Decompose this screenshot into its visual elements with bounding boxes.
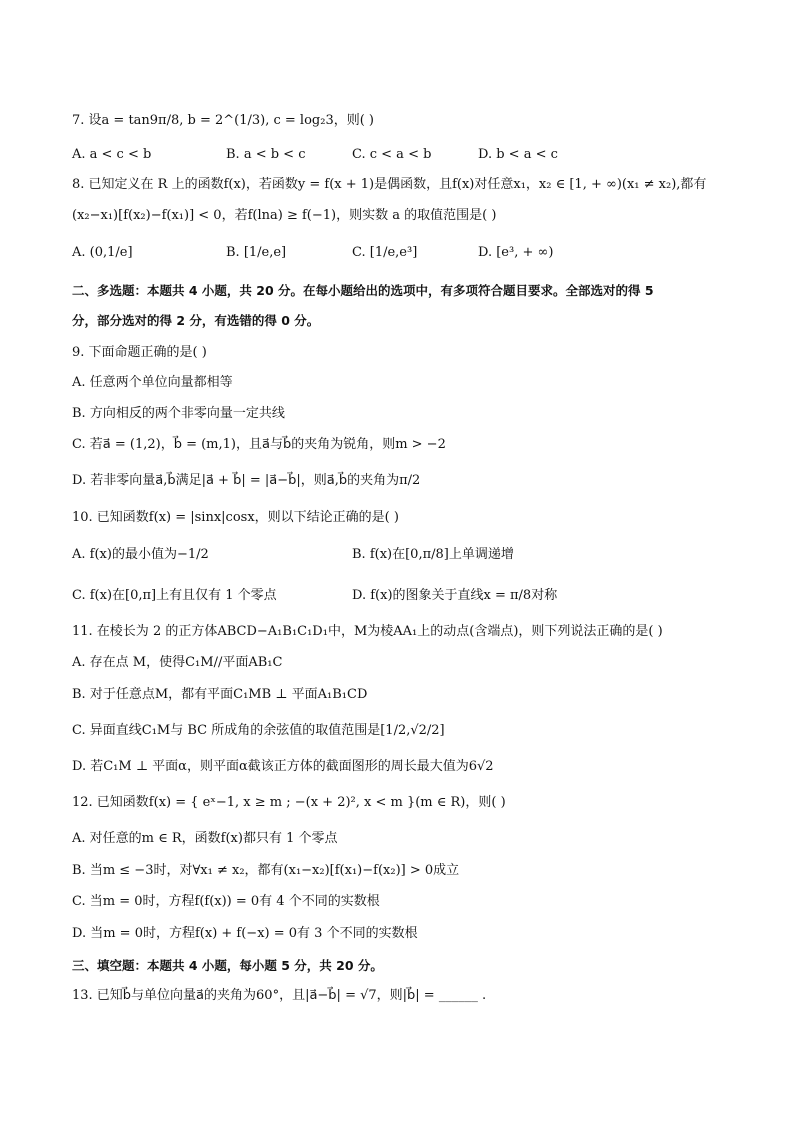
q13-stem: 13. 已知b⃗与单位向量a⃗的夹角为60°，且|a⃗−b⃗| = √7，则|b⃗| = ______ .	[72, 988, 487, 1003]
q7-stem: 7. 设a = tan9π/8, b = 2^(1/3), c = log₂3，则( )	[72, 113, 374, 128]
q11-option-c: C. 异面直线C₁M与 BC 所成角的余弦值的取值范围是[1/2,√2/2]	[72, 723, 445, 738]
q12-stem: 12. 已知函数f(x) = { eˣ−1, x ≥ m ; −(x + 2)², x < m }(m ∈ R)，则( )	[72, 795, 506, 810]
q8-option-d: D. [e³, + ∞)	[478, 245, 554, 260]
section3-header: 三、填空题：本题共 4 小题，每小题 5 分，共 20 分。	[72, 958, 383, 973]
q9-stem: 9. 下面命题正确的是( )	[72, 345, 207, 360]
q8-option-a: A. (0,1/e]	[72, 245, 133, 260]
q11-option-b: B. 对于任意点M，都有平面C₁MB ⊥ 平面A₁B₁CD	[72, 687, 368, 702]
q9-option-a: A. 任意两个单位向量都相等	[72, 375, 233, 390]
q7-option-d: D. b < a < c	[478, 147, 558, 162]
q7-option-a: A. a < c < b	[72, 147, 152, 162]
q12-option-d: D. 当m = 0时，方程f(x) + f(−x) = 0有 3 个不同的实数根	[72, 926, 418, 941]
q7-option-b: B. a < b < c	[226, 147, 306, 162]
q10-option-c: C. f(x)在[0,π]上有且仅有 1 个零点	[72, 588, 277, 603]
q8-stem-line2: (x₂−x₁)[f(x₂)−f(x₁)] < 0，若f(lna) ≥ f(−1)，则实数 a 的取值范围是( )	[72, 208, 497, 223]
q11-option-d: D. 若C₁M ⊥ 平面α，则平面α截该正方体的截面图形的周长最大值为6√2	[72, 759, 494, 774]
q8-stem-line1: 8. 已知定义在 R 上的函数f(x)，若函数y = f(x + 1)是偶函数，且f(x)对任意x₁，x₂ ∈ [1, + ∞)(x₁ ≠ x₂),都有	[72, 177, 707, 192]
q11-option-a: A. 存在点 M，使得C₁M//平面AB₁C	[72, 655, 283, 670]
q12-option-c: C. 当m = 0时，方程f(f(x)) = 0有 4 个不同的实数根	[72, 894, 380, 909]
q11-stem: 11. 在棱长为 2 的正方体ABCD−A₁B₁C₁D₁中，M为棱AA₁上的动点(含端点)，则下列说法正确的是( )	[72, 624, 663, 639]
q7-options	[72, 146, 732, 164]
section2-header-line1: 二、多选题：本题共 4 小题，共 20 分。在每小题给出的选项中，有多项符合题目要求。全部选对的得 5	[72, 283, 654, 298]
q9-option-b: B. 方向相反的两个非零向量一定共线	[72, 406, 285, 421]
q8-options	[72, 244, 732, 262]
q7-option-c: C. c < a < b	[352, 147, 432, 162]
q8-option-b: B. [1/e,e]	[226, 245, 287, 260]
q10-stem: 10. 已知函数f(x) = |sinx|cosx，则以下结论正确的是( )	[72, 510, 399, 525]
q10-options-row2	[72, 587, 732, 605]
q9-option-c: C. 若a⃗ = (1,2)，b⃗ = (m,1)，且a⃗与b⃗的夹角为锐角，则m > −2	[72, 437, 446, 452]
q9-option-d: D. 若非零向量a⃗,b⃗满足|a⃗ + b⃗| = |a⃗−b⃗|，则a⃗,b⃗的夹角为π/2	[72, 473, 421, 488]
q10-option-d: D. f(x)的图象关于直线x = π/8对称	[352, 588, 558, 603]
q12-option-b: B. 当m ≤ −3时，对∀x₁ ≠ x₂，都有(x₁−x₂)[f(x₁)−f(x₂)] > 0成立	[72, 863, 460, 878]
q10-options-row1	[72, 546, 732, 564]
q8-option-c: C. [1/e,e³]	[352, 245, 418, 260]
q10-option-b: B. f(x)在[0,π/8]上单调递增	[352, 547, 514, 562]
q12-option-a: A. 对任意的m ∈ R，函数f(x)都只有 1 个零点	[72, 831, 338, 846]
q10-option-a: A. f(x)的最小值为−1/2	[72, 547, 209, 562]
section2-header-line2: 分，部分选对的得 2 分，有选错的得 0 分。	[72, 313, 320, 328]
